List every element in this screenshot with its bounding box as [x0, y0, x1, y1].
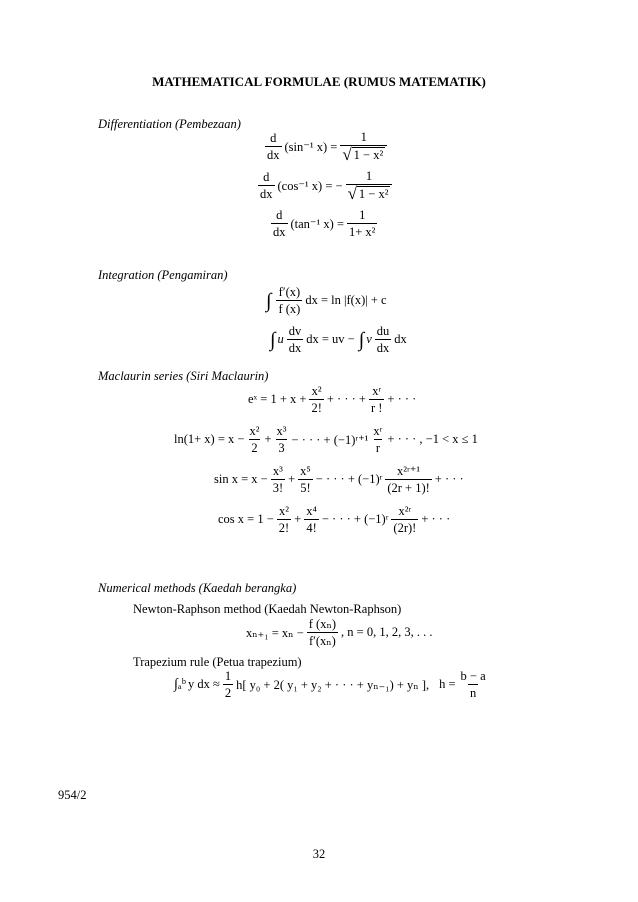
ln-term-1-num: x²: [249, 424, 260, 438]
fprime-num: f′(x): [278, 285, 301, 299]
du-num: du: [376, 324, 390, 338]
sin-mid: − · · · + (−1)ʳ: [315, 472, 383, 486]
arccos-rhs-num: 1: [365, 169, 373, 183]
arccos-rhs-fraction: [346, 169, 393, 202]
page-title: MATHEMATICAL FORMULAE (RUMUS MATEMATIK): [152, 74, 486, 89]
d-dx-fraction: [258, 170, 275, 201]
sin-term-2: [298, 464, 313, 495]
ln-term-1: [247, 424, 261, 455]
integral-sign: ∫: [358, 328, 365, 351]
exp-term-r-num: xʳ: [372, 384, 382, 398]
exp-term-1-num: x²: [311, 384, 322, 398]
arctan-rhs-num: 1: [359, 208, 366, 222]
arccos-lhs: (cos⁻¹ x) = −: [277, 178, 343, 193]
trapezium-label: Trapezium rule (Petua trapezium): [133, 655, 302, 669]
dx-den: dx: [376, 341, 390, 355]
d-dx-fraction: [265, 131, 282, 162]
sin-term-1-den: 3!: [272, 481, 284, 495]
ln-term-r-num: xʳ: [373, 424, 383, 438]
d-dx-fraction: [271, 208, 288, 239]
cos-mid: − · · · + (−1)ʳ: [321, 512, 389, 526]
ln-term-2-den: 3: [278, 441, 285, 455]
newton-num: f (xₙ): [308, 617, 337, 631]
sin-term-r: [385, 464, 431, 495]
sin-end: + · · ·: [434, 472, 464, 486]
d-numerator: d: [270, 131, 277, 145]
arcsin-rhs-num: 1: [360, 130, 367, 144]
integration-heading: Integration (Pengamiran): [98, 268, 228, 282]
ln-mid: − · · · + (−1)ʳ⁺¹: [291, 432, 369, 447]
maclaurin-exp: [248, 384, 416, 415]
maclaurin-sin: [214, 464, 464, 495]
cos-end: + · · ·: [421, 512, 451, 526]
numerical-heading: Numerical methods (Kaedah berangka): [98, 581, 297, 595]
fprime-over-f: [276, 285, 302, 316]
half-den: 2: [224, 686, 232, 700]
h-den: n: [469, 686, 477, 700]
newton-den: f′(xₙ): [308, 634, 336, 648]
exp-term-r-den: r !: [370, 401, 383, 415]
arcsin-lhs: (sin⁻¹ x) =: [284, 139, 338, 154]
exp-end: + · · ·: [387, 392, 417, 406]
ln-plus: +: [264, 432, 272, 446]
arctan-rhs-fraction: [347, 208, 377, 239]
exp-term-1: [309, 384, 323, 415]
log-rhs: dx = ln |f(x)| + c: [305, 293, 387, 307]
arcsin-rhs-den: [340, 145, 387, 163]
sin-term-r-num: x²ʳ⁺¹: [397, 464, 421, 478]
dx-denominator: dx: [260, 187, 273, 201]
sin-term-r-den: (2r + 1)!: [387, 481, 430, 495]
exp-lhs: eˣ = 1 + x +: [248, 392, 307, 406]
integration-formula-log: [266, 285, 387, 316]
exp-term-1-den: 2!: [311, 401, 322, 415]
integral-sign: ∫: [270, 328, 276, 351]
cos-lhs: cos x = 1 −: [218, 512, 274, 526]
ln-term-r: [371, 424, 384, 455]
trapezium-formula: [174, 669, 491, 700]
arccos-rhs-den: [346, 184, 393, 202]
sin-term-2-den: 5!: [300, 481, 311, 495]
maclaurin-ln: [174, 424, 478, 455]
sin-lhs: sin x = x −: [214, 472, 268, 486]
ln-term-1-den: 2: [251, 441, 258, 455]
v-var: v: [366, 332, 372, 346]
exp-mid: + · · · +: [326, 392, 366, 406]
h-num: b − a: [460, 669, 486, 683]
h-fraction: [459, 669, 488, 700]
paper-code: 954/2: [58, 788, 87, 802]
sin-term-1: [271, 464, 285, 495]
diff-formula-arctan: [268, 208, 380, 239]
cos-term-1-num: x²: [278, 504, 289, 518]
maclaurin-cos: [218, 504, 450, 535]
sin-term-1-num: x³: [272, 464, 283, 478]
newton-formula: [246, 617, 432, 648]
cos-term-2-den: 4!: [306, 521, 317, 535]
ln-term-2: [275, 424, 289, 455]
arctan-lhs: (tan⁻¹ x) =: [290, 216, 344, 231]
sqrt-symbol: √ 1 − x²: [347, 184, 389, 203]
cos-term-2: [304, 504, 319, 535]
trap-lhs: y dx ≈: [188, 677, 220, 691]
dx-denominator: dx: [267, 148, 280, 162]
dx-den: dx: [288, 341, 302, 355]
page-number: 32: [312, 847, 326, 861]
maclaurin-heading: Maclaurin series (Siri Maclaurin): [98, 369, 269, 383]
cos-plus: +: [294, 512, 302, 526]
cos-term-r: [391, 504, 418, 535]
dx-denominator: dx: [273, 225, 286, 239]
u-var: u: [277, 332, 284, 346]
newton-label: Newton-Raphson method (Kaedah Newton-Raphson): [133, 602, 402, 616]
cos-term-1-den: 2!: [278, 521, 290, 535]
f-den: f (x): [278, 302, 301, 316]
sin-plus: +: [288, 472, 296, 486]
newton-lhs: xₙ₊₁ = xₙ −: [246, 625, 304, 640]
ln-end: + · · · , −1 < x ≤ 1: [387, 432, 478, 446]
arcsin-radicand: 1 − x²: [353, 148, 384, 162]
arccos-radicand: 1 − x²: [358, 187, 389, 201]
half-fraction: [223, 669, 233, 700]
sqrt-symbol: √ 1 − x²: [342, 145, 384, 164]
cos-term-r-den: (2r)!: [393, 521, 417, 535]
half-num: 1: [224, 669, 232, 683]
cos-term-1: [277, 504, 291, 535]
ln-lhs: ln(1+ x) = x −: [174, 432, 245, 446]
integration-formula-parts: [270, 324, 407, 355]
trap-mid: h[ y₀ + 2( y₁ + y₂ + · · · + yₙ₋₁) + yₙ ],: [236, 677, 430, 692]
integral-sign: ∫: [266, 289, 272, 312]
newton-end: , n = 0, 1, 2, 3, . . .: [341, 625, 433, 639]
parts-mid: dx = uv −: [306, 332, 355, 346]
differentiation-heading: Differentiation (Pembezaan): [98, 117, 241, 131]
integral-limits-a-b: ∫ₐᵇ: [174, 676, 186, 692]
trap-h-lhs: h =: [439, 677, 456, 691]
newton-fraction: [307, 617, 338, 648]
exp-term-r: [369, 384, 384, 415]
arcsin-rhs-fraction: [340, 130, 387, 163]
parts-end: dx: [394, 332, 407, 346]
ln-term-r-den: r: [375, 441, 380, 455]
dv-num: dv: [288, 324, 302, 338]
cos-term-2-num: x⁴: [306, 504, 317, 518]
diff-formula-arccos: [255, 169, 395, 202]
sin-term-2-num: x⁵: [300, 464, 311, 478]
d-numerator: d: [263, 170, 270, 184]
d-numerator: d: [276, 208, 283, 222]
dv-dx-fraction: [287, 324, 304, 355]
cos-term-r-num: x²ʳ: [398, 504, 412, 518]
ln-term-2-num: x³: [276, 424, 287, 438]
arctan-rhs-den: 1+ x²: [349, 225, 376, 239]
du-dx-fraction: [375, 324, 392, 355]
diff-formula-arcsin: [262, 130, 390, 163]
